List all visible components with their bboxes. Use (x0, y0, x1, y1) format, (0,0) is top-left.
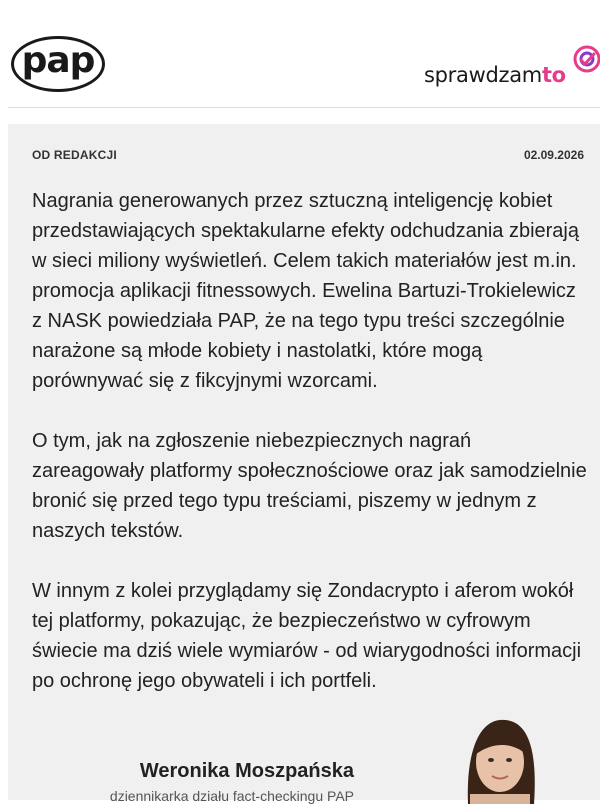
article-paragraph: O tym, jak na zgłoszenie niebezpiecznych nagrań zareagowały platformy społecznościowe oraz jak samodzielnie bronić się przed tego typu treściami, piszemy w jednym z naszych tekstów. (32, 430, 587, 542)
author-role: dziennikarka działu fact-checkingu PAP (109, 788, 354, 804)
pap-logo-text: pap (21, 40, 95, 81)
section-label: OD REDAKCJI (32, 148, 117, 162)
article-paragraph: W innym z kolei przyglądamy się Zondacrypto i aferom wokół tej platformy, pokazując, że bezpieczeństwo w cyfrowym świecie ma dziś wiele wymiarów - od wiarygodności informacji po ochronę jego obywateli i ich portfeli. (32, 580, 582, 692)
article-paragraph: Nagrania generowanych przez sztuczną inteligencję kobiet przedstawiających spektakularne efekty odchudzania zbierają w sieci miliony wyświetleń. Celem takich materiałów jest m.in. promocja aplikacji fitnessowych. Ewelina Bartuzi-Trokielewicz z NASK powiedziała PAP, że na tego typu treści szczególnie narażone są młode kobiety i nastolatki, które mogą porównywać się z fikcyjnymi wzorcami. (32, 190, 579, 392)
article-body (32, 186, 588, 726)
author-photo (448, 714, 548, 804)
brand-prefix: sprawdzam (424, 63, 542, 87)
target-check-icon (572, 44, 600, 74)
article-date: 02.09.2026 (523, 148, 584, 162)
pap-logo[interactable] (11, 36, 105, 92)
header (0, 0, 600, 107)
sprawdzamto-logo[interactable] (424, 60, 566, 90)
header-divider (8, 107, 600, 108)
editorial-card (8, 124, 600, 804)
brand-suffix: to (541, 63, 566, 87)
author-name: Weronika Moszpańska (139, 760, 354, 782)
